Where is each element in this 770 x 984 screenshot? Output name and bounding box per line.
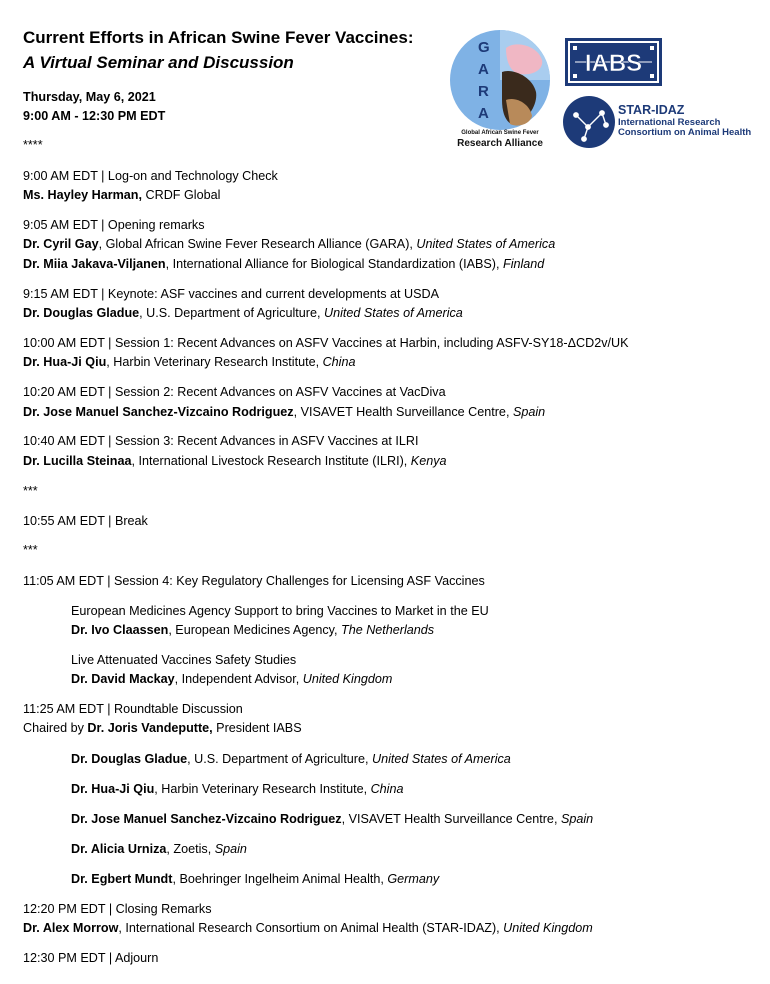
speaker-line: [23, 353, 355, 372]
agenda-time: 10:40 AM EDT | Session 3: Recent Advances in ASFV Vaccines at ILRI: [23, 434, 419, 448]
star-idaz-subtitle-2: Consortium on Animal Health: [618, 127, 752, 138]
speaker-line: [23, 235, 555, 254]
speaker-org: , U.S. Department of Agriculture,: [139, 306, 324, 320]
gara-letter: A: [478, 61, 489, 78]
speaker-country: The Netherlands: [341, 623, 435, 637]
panelist-country: Spain: [560, 812, 594, 826]
panelist-country: China: [370, 782, 404, 796]
panelist-name: Dr. Douglas Gladue: [71, 752, 188, 766]
speaker-name: Dr. Jose Manuel Sanchez-Vizcaino Rodriguez: [23, 405, 294, 419]
speaker-name: Dr. Miia Jakava-Viljanen: [23, 257, 166, 271]
agenda-time: 12:30 PM EDT | Adjourn: [23, 951, 159, 965]
gara-letter: A: [478, 105, 489, 122]
panelist-org: , U.S. Department of Agriculture,: [187, 752, 372, 766]
gara-letter: R: [478, 83, 489, 100]
speaker-name: Dr. Lucilla Steinaa: [23, 454, 132, 468]
separator: ****: [23, 138, 43, 152]
chair-line: [23, 719, 302, 738]
panelist-org: , Boehringer Ingelheim Animal Health,: [172, 872, 388, 886]
talk-title: Live Attenuated Vaccines Safety Studies: [71, 653, 297, 667]
chair-prefix: Chaired by: [23, 721, 88, 735]
event-date: Thursday, May 6, 2021: [23, 90, 156, 104]
speaker-name: Dr. Hua-Ji Qiu: [23, 355, 107, 369]
speaker-name: Ms. Hayley Harman,: [23, 188, 142, 202]
speaker-country: United States of America: [323, 306, 463, 320]
panelist-name: Dr. Egbert Mundt: [71, 872, 173, 886]
panelist-line: [71, 810, 593, 829]
speaker-org: , International Livestock Research Institute (ILRI),: [131, 454, 411, 468]
speaker-line: [71, 621, 434, 640]
speaker-line: [23, 452, 447, 471]
panelist-line: [71, 840, 247, 859]
panelist-name: Dr. Hua-Ji Qiu: [71, 782, 155, 796]
speaker-country: United States of America: [416, 237, 556, 251]
iabs-logo-text: IABS: [584, 50, 643, 77]
speaker-country: United Kingdom: [503, 921, 593, 935]
separator: ***: [23, 543, 38, 557]
speaker-name: Dr. David Mackay: [71, 672, 175, 686]
agenda-time: 10:20 AM EDT | Session 2: Recent Advances on ASFV Vaccines at VacDiva: [23, 385, 446, 399]
speaker-org: , International Alliance for Biological Standardization (IABS),: [165, 257, 503, 271]
speaker-org: , Independent Advisor,: [174, 672, 303, 686]
speaker-line: [23, 919, 593, 938]
speaker-org: , International Research Consortium on Animal Health (STAR-IDAZ),: [118, 921, 504, 935]
speaker-org: , Harbin Veterinary Research Institute,: [106, 355, 323, 369]
speaker-line: [23, 255, 544, 274]
speaker-line: [23, 403, 545, 422]
page-title: Current Efforts in African Swine Fever Vaccines:: [23, 28, 414, 47]
panelist-org: , VISAVET Health Surveillance Centre,: [341, 812, 561, 826]
speaker-country: Kenya: [410, 454, 447, 468]
speaker-name: Dr. Ivo Claassen: [71, 623, 169, 637]
agenda-time: 11:25 AM EDT | Roundtable Discussion: [23, 702, 243, 716]
panelist-country: Spain: [214, 842, 247, 856]
agenda-time: 10:00 AM EDT | Session 1: Recent Advances on ASFV Vaccines at Harbin, including ASFV-SY18-ΔCD2v/UK: [23, 336, 629, 350]
speaker-line: [23, 186, 220, 205]
panelist-country: Germany: [387, 872, 440, 886]
panelist-org: , Zoetis,: [166, 842, 215, 856]
gara-caption: Research Alliance: [457, 138, 543, 149]
talk-title: European Medicines Agency Support to bring Vaccines to Market in the EU: [71, 604, 489, 618]
speaker-country: China: [322, 355, 356, 369]
star-idaz-title: STAR-IDAZ: [618, 103, 685, 117]
separator: ***: [23, 484, 38, 498]
chair-name: Dr. Joris Vandeputte,: [87, 721, 213, 735]
agenda-time: 10:55 AM EDT | Break: [23, 514, 148, 528]
panelist-line: [71, 780, 403, 799]
speaker-org: , Global African Swine Fever Research Alliance (GARA),: [98, 237, 417, 251]
event-time: 9:00 AM - 12:30 PM EDT: [23, 109, 166, 123]
agenda-time: 9:00 AM EDT | Log-on and Technology Check: [23, 169, 278, 183]
panelist-line: [71, 750, 511, 769]
speaker-org: , VISAVET Health Surveillance Centre,: [293, 405, 513, 419]
speaker-country: Finland: [503, 257, 545, 271]
speaker-name: Dr. Alex Morrow: [23, 921, 119, 935]
speaker-line: [23, 304, 463, 323]
panelist-line: [71, 870, 439, 889]
gara-letter: G: [478, 39, 490, 56]
panelist-country: United States of America: [371, 752, 511, 766]
iabs-logo: [565, 38, 662, 86]
chair-org: President IABS: [212, 721, 302, 735]
speaker-name: Dr. Cyril Gay: [23, 237, 99, 251]
speaker-country: Spain: [512, 405, 546, 419]
speaker-country: United Kingdom: [302, 672, 393, 686]
agenda-time: 12:20 PM EDT | Closing Remarks: [23, 902, 212, 916]
panelist-name: Dr. Alicia Urniza: [71, 842, 167, 856]
agenda-time: 9:15 AM EDT | Keynote: ASF vaccines and current developments at USDA: [23, 287, 440, 301]
speaker-line: [71, 670, 392, 689]
speaker-name: Dr. Douglas Gladue: [23, 306, 140, 320]
star-idaz-subtitle-1: International Research: [618, 117, 721, 128]
speaker-org: , European Medicines Agency,: [168, 623, 341, 637]
panelist-org: , Harbin Veterinary Research Institute,: [154, 782, 371, 796]
agenda-time: 11:05 AM EDT | Session 4: Key Regulatory Challenges for Licensing ASF Vaccines: [23, 574, 485, 588]
panelist-name: Dr. Jose Manuel Sanchez-Vizcaino Rodriguez: [71, 812, 342, 826]
page-subtitle: A Virtual Seminar and Discussion: [23, 53, 294, 72]
gara-caption-small: Global African Swine Fever: [461, 130, 539, 136]
speaker-org: CRDF Global: [142, 188, 221, 202]
agenda-time: 9:05 AM EDT | Opening remarks: [23, 218, 205, 232]
